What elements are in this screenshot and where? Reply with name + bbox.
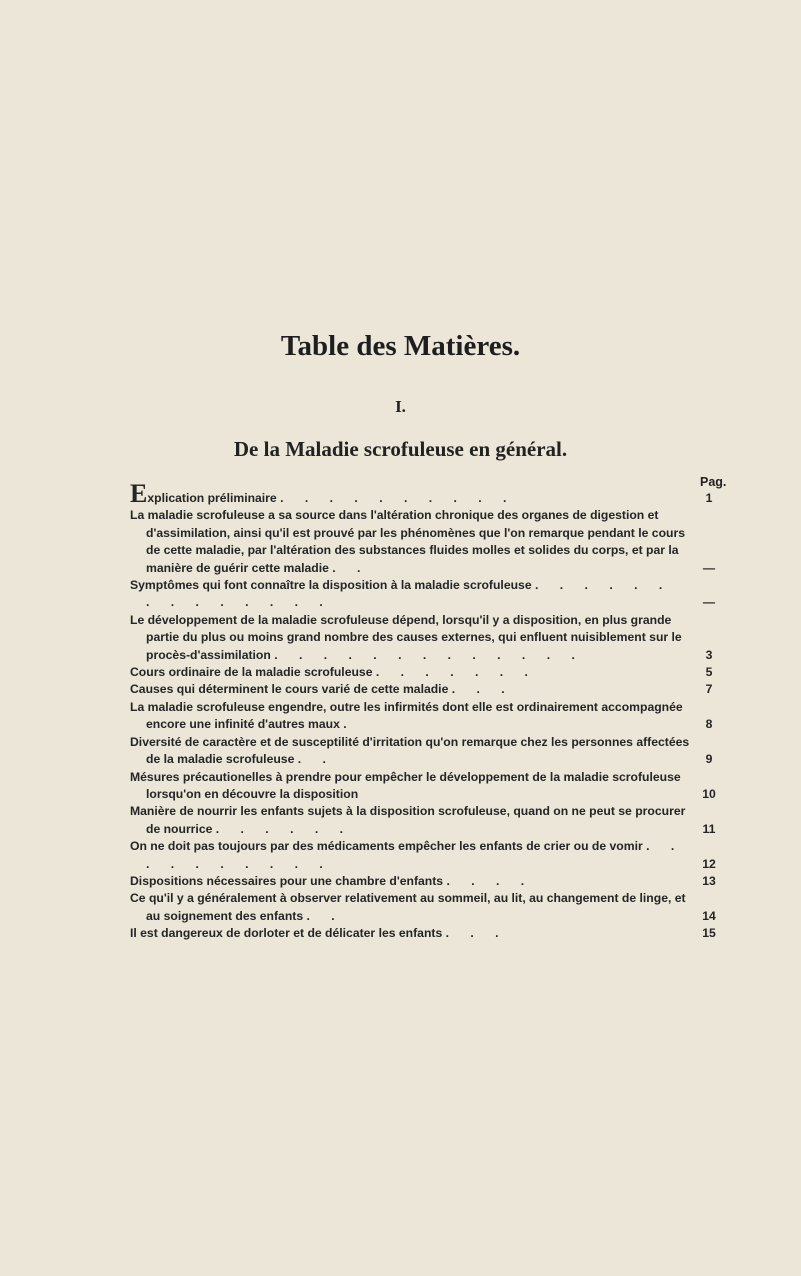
toc-page-number: 11 xyxy=(702,821,716,836)
toc-page-number: — xyxy=(702,595,716,610)
dot-leader: . . xyxy=(306,908,344,923)
toc-entry-text: Il est dangereux de dorloter et de délicater les enfants xyxy=(130,926,443,941)
toc-page-number: 14 xyxy=(702,908,716,923)
toc-entry-text: Mésures précautionelles à prendre pour empêcher le développement de la maladie scrofuleuse lorsqu'on en découvre la disposition xyxy=(130,769,681,801)
toc-entry-text: Causes qui déterminent le cours varié de cette maladie xyxy=(130,682,449,697)
dot-leader: . . . . . . xyxy=(215,821,353,836)
toc-page-number: 1 xyxy=(705,491,713,505)
dot-leader: . . . xyxy=(445,926,508,941)
toc-page-number: 12 xyxy=(702,856,716,871)
section-number: I. xyxy=(395,397,406,416)
toc-entry xyxy=(130,612,720,664)
toc-entry-text: Diversité de caractère et de susceptilité d'irritation qu'on remarque chez les personnes affectées de la maladie scrofuleuse xyxy=(130,734,690,767)
dot-leader: . . . . . . . . . . xyxy=(280,491,516,505)
toc-entry-text: Cours ordinaire de la maladie scrofuleuse xyxy=(130,665,373,680)
dot-leader: . . . . . . . . . . . . . . xyxy=(146,578,672,610)
dot-leader: . . xyxy=(297,752,335,767)
dot-leader: . . . . xyxy=(446,873,534,888)
table-of-contents xyxy=(130,479,720,943)
dot-leader: . . xyxy=(332,560,370,575)
toc-page-number: 8 xyxy=(705,717,713,732)
toc-entry xyxy=(130,803,720,838)
toc-entry-text: Ce qu'il y a généralement à observer relativement au sommeil, au lit, au changement de linge, et au soignement des enfants xyxy=(130,891,686,923)
dot-leader: . . . . . . . . . . xyxy=(146,839,684,871)
page-title: Table des Matières. xyxy=(280,330,521,362)
toc-page-number: — xyxy=(702,560,716,575)
toc-entry xyxy=(130,769,720,804)
toc-page-number: 15 xyxy=(702,926,716,941)
toc-page-number: 3 xyxy=(705,647,713,662)
toc-entry xyxy=(130,699,720,734)
toc-entry-text: xplication préliminaire xyxy=(147,491,277,505)
toc-entry-text: On ne doit pas toujours par des médicaments empêcher les enfants de crier ou de vomir xyxy=(130,839,643,854)
toc-entry-text: Symptômes qui font connaître la disposition à la maladie scrofuleuse xyxy=(130,578,532,593)
toc-page-number: 10 xyxy=(702,786,716,801)
toc-entry-text: Dispositions nécessaires pour une chambre d'enfants xyxy=(130,873,444,888)
dot-leader: . . . . . . . . . . . . . xyxy=(274,647,584,662)
toc-page-number: 13 xyxy=(702,873,716,888)
toc-page-number: 5 xyxy=(705,665,713,680)
toc-entry xyxy=(130,734,720,769)
dot-leader: . . . . . . . xyxy=(375,665,537,680)
toc-page-number: 7 xyxy=(705,682,713,697)
toc-entry xyxy=(130,925,720,942)
toc-entry xyxy=(130,664,720,681)
toc-entry xyxy=(130,838,720,873)
toc-entry xyxy=(130,873,720,890)
toc-page-number: 9 xyxy=(705,752,713,767)
toc-entry xyxy=(130,577,720,612)
toc-entry xyxy=(130,507,720,577)
toc-entry-text: La maladie scrofuleuse engendre, outre les infirmités dont elle est ordinairement accompagnée encore une infinité d'autres maux xyxy=(130,699,683,732)
dot-leader: . xyxy=(343,717,356,732)
toc-entry xyxy=(130,890,720,925)
dot-leader: . . . xyxy=(451,682,514,697)
toc-entry-text: Manière de nourrir les enfants sujets à la disposition scrofuleuse, quand on ne peut se procurer de nourrice xyxy=(130,804,686,836)
page-column-header: Pag. xyxy=(700,475,727,489)
drop-cap: E xyxy=(130,479,148,508)
toc-entry xyxy=(130,681,720,698)
section-title: De la Maladie scrofuleuse en général. xyxy=(233,437,568,461)
toc-entry-text: Le développement de la maladie scrofuleuse dépend, lorsqu'il y a disposition, en plus grande partie du plus ou moins grand nombre des causes externes, qui enfluent nuisiblement sur le procès-d'assimilation xyxy=(130,612,682,662)
toc-entry-text: La maladie scrofuleuse a sa source dans l'altération chronique des organes de digestion et d'assimilation, ainsi qu'il est prouvé par les phénomènes que l'on remarque pendant le cours de cette maladie, par l'altération des substances fluides molles et solides du corps, et par la manière de guérir cette maladie xyxy=(130,508,685,575)
